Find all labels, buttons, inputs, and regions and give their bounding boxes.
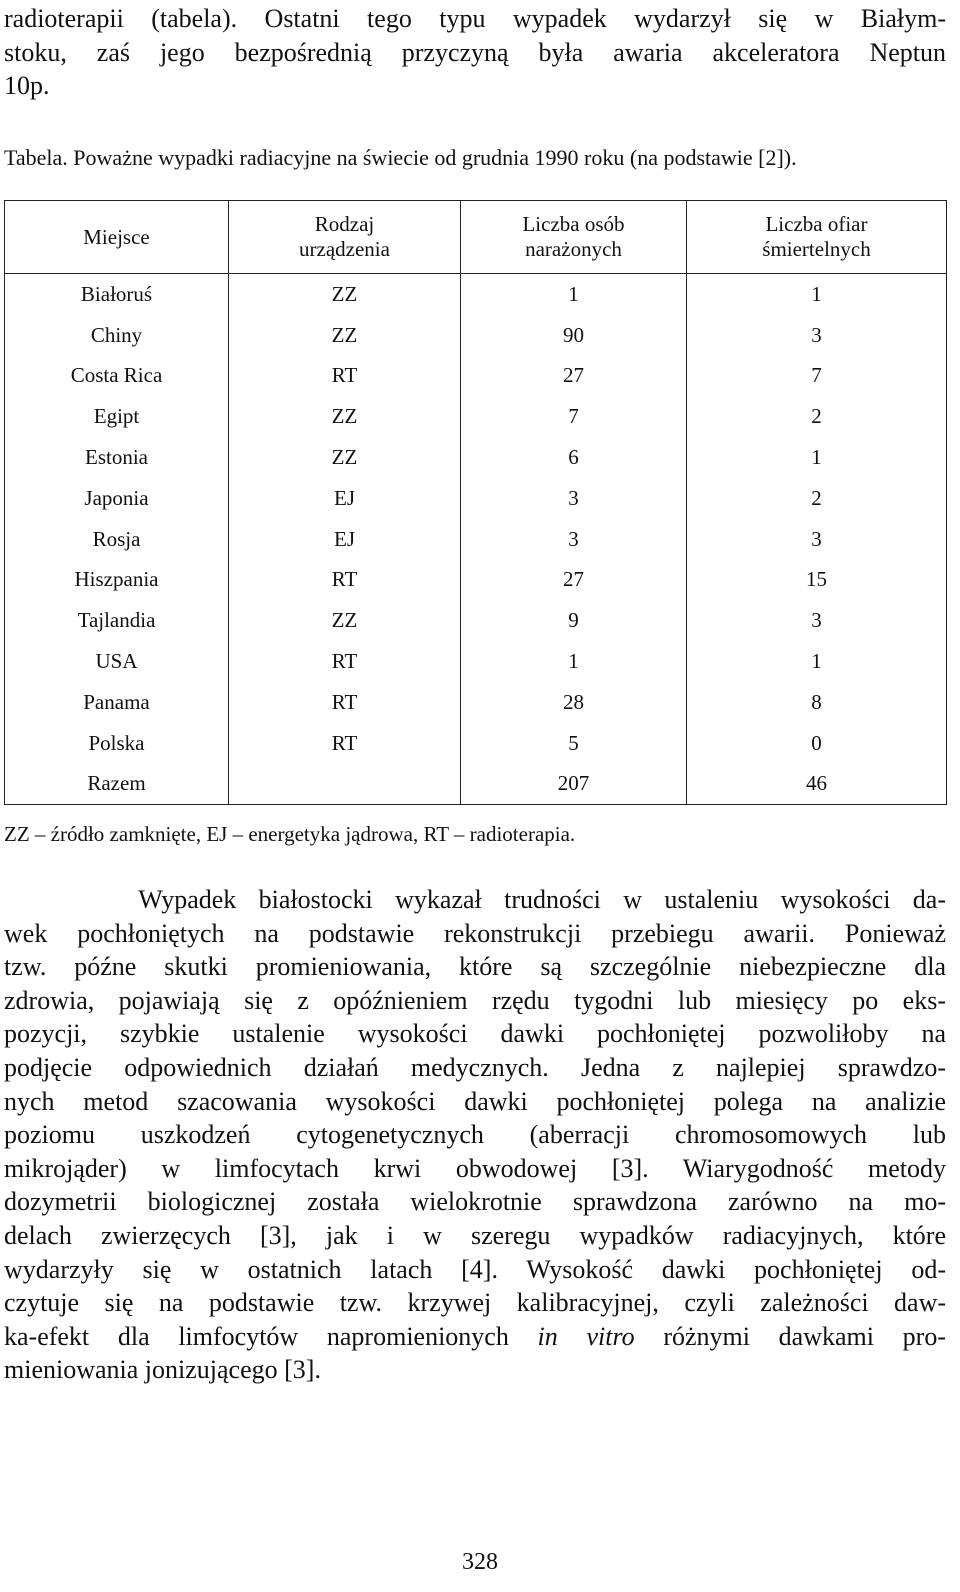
text-run: różnymi dawkami pro- — [634, 1321, 946, 1351]
cell-fatalities: 15 — [687, 560, 947, 601]
cell-location: Tajlandia — [5, 600, 229, 641]
text-line: dozymetrii biologicznej została wielokrotnie sprawdzona zarówno na mo- — [4, 1187, 946, 1217]
cell-device-type: ZZ — [229, 396, 461, 437]
text-line: poziomu uszkodzeń cytogenetycznych (aberracji chromosomowych lub — [4, 1120, 946, 1150]
table-footnote: ZZ – źródło zamknięte, EJ – energetyka jądrowa, RT – radioterapia. — [4, 822, 576, 846]
text-line: czytuje się na podstawie tzw. krzywej kalibracyjnej, czyli zależności daw- — [4, 1288, 946, 1318]
cell-people-exposed: 6 — [461, 437, 687, 478]
cell-location: USA — [5, 641, 229, 682]
header-location: Miejsce — [5, 201, 229, 274]
text-line: nych metod szacowania wysokości dawki pochłoniętej polega na analizie — [4, 1086, 946, 1116]
cell-people-exposed: 90 — [461, 315, 687, 356]
cell-people-exposed: 1 — [461, 274, 687, 315]
cell-device-type: RT — [229, 723, 461, 764]
table-row — [5, 478, 947, 519]
cell-fatalities: 1 — [687, 274, 947, 315]
table-row — [5, 519, 947, 560]
cell-fatalities: 2 — [687, 478, 947, 519]
cell-device-type: EJ — [229, 519, 461, 560]
table-row — [5, 274, 947, 315]
cell-device-type: RT — [229, 356, 461, 397]
cell-fatalities: 7 — [687, 356, 947, 397]
text-line: wydarzyły się w ostatnich latach [4]. Wysokość dawki pochłoniętej od- — [4, 1254, 946, 1284]
cell-location: Białoruś — [5, 274, 229, 315]
text-line: podjęcie odpowiednich działań medycznych. Jedna z najlepiej sprawdzo- — [4, 1052, 946, 1082]
text-line: stoku, zaś jego bezpośrednią przyczyną była awaria akceleratora Neptun — [4, 37, 946, 67]
table-row — [5, 600, 947, 641]
cell-fatalities: 8 — [687, 682, 947, 723]
cell-fatalities: 3 — [687, 600, 947, 641]
cell-fatalities: 3 — [687, 315, 947, 356]
text-line: mikrojąder) w limfocytach krwi obwodowej [3]. Wiarygodność metody — [4, 1153, 946, 1183]
cell-location: Hiszpania — [5, 560, 229, 601]
text-line: wek pochłoniętych na podstawie rekonstrukcji przebiegu awarii. Ponieważ — [4, 918, 946, 948]
cell-location: Razem — [5, 764, 229, 805]
cell-location: Estonia — [5, 437, 229, 478]
table-row — [5, 641, 947, 682]
cell-fatalities: 2 — [687, 396, 947, 437]
table-total-row — [5, 764, 947, 805]
cell-people-exposed: 1 — [461, 641, 687, 682]
text-line: delach zwierzęcych [3], jak i w szeregu wypadków radiacyjnych, które — [4, 1220, 946, 1250]
italic-term: in vitro — [537, 1321, 635, 1351]
header-fatalities: Liczba ofiar śmiertelnych — [687, 201, 947, 274]
cell-device-type: ZZ — [229, 315, 461, 356]
cell-device-type — [229, 764, 461, 805]
cell-people-exposed: 27 — [461, 560, 687, 601]
table-row — [5, 396, 947, 437]
page-number: 328 — [462, 1549, 498, 1575]
cell-people-exposed: 28 — [461, 682, 687, 723]
table-row — [5, 723, 947, 764]
text-line: pozycji, szybkie ustalenie wysokości dawki pochłoniętej pozwoliłoby na — [4, 1019, 946, 1049]
text-line: radioterapii (tabela). Ostatni tego typu wypadek wydarzył się w Białym- — [4, 4, 946, 33]
header-people-exposed: Liczba osób narażonych — [461, 201, 687, 274]
table-row — [5, 560, 947, 601]
cell-location: Costa Rica — [5, 356, 229, 397]
text-run: ka-efekt dla limfocytów napromienionych — [4, 1321, 538, 1351]
main-paragraph — [4, 883, 946, 1387]
cell-fatalities: 3 — [687, 519, 947, 560]
header-device-type: Rodzaj urządzenia — [229, 201, 461, 274]
text-line: mieniowania jonizującego [3]. — [4, 1355, 321, 1385]
text-line: tzw. późne skutki promieniowania, które są szczególnie niebezpieczne dla — [4, 952, 946, 982]
table-row — [5, 437, 947, 478]
table-row — [5, 682, 947, 723]
cell-fatalities: 46 — [687, 764, 947, 805]
text-line — [4, 1320, 946, 1354]
cell-location: Polska — [5, 723, 229, 764]
text-line: Wypadek białostocki wykazał trudności w ustaleniu wysokości da- — [4, 885, 946, 914]
cell-people-exposed: 3 — [461, 478, 687, 519]
table-body — [5, 274, 947, 805]
cell-fatalities: 0 — [687, 723, 947, 764]
cell-fatalities: 1 — [687, 437, 947, 478]
cell-device-type: RT — [229, 560, 461, 601]
cell-device-type: EJ — [229, 478, 461, 519]
table-caption: Tabela. Poważne wypadki radiacyjne na świecie od grudnia 1990 roku (na podstawie [2]). — [4, 145, 797, 170]
cell-device-type: ZZ — [229, 600, 461, 641]
table-header-row — [5, 201, 947, 274]
cell-location: Chiny — [5, 315, 229, 356]
text-line: zdrowia, pojawiają się z opóźnieniem rzędu tygodni lub miesięcy po eks- — [4, 985, 946, 1015]
cell-device-type: RT — [229, 682, 461, 723]
cell-location: Rosja — [5, 519, 229, 560]
table-row — [5, 356, 947, 397]
cell-people-exposed: 3 — [461, 519, 687, 560]
cell-location: Japonia — [5, 478, 229, 519]
cell-people-exposed: 9 — [461, 600, 687, 641]
accidents-table — [4, 200, 947, 805]
cell-device-type: ZZ — [229, 437, 461, 478]
cell-device-type: RT — [229, 641, 461, 682]
table-row — [5, 315, 947, 356]
cell-device-type: ZZ — [229, 274, 461, 315]
cell-fatalities: 1 — [687, 641, 947, 682]
cell-people-exposed: 7 — [461, 396, 687, 437]
intro-paragraph — [4, 2, 946, 103]
cell-location: Egipt — [5, 396, 229, 437]
cell-people-exposed: 207 — [461, 764, 687, 805]
cell-location: Panama — [5, 682, 229, 723]
cell-people-exposed: 27 — [461, 356, 687, 397]
text-line: 10p. — [4, 71, 50, 101]
cell-people-exposed: 5 — [461, 723, 687, 764]
